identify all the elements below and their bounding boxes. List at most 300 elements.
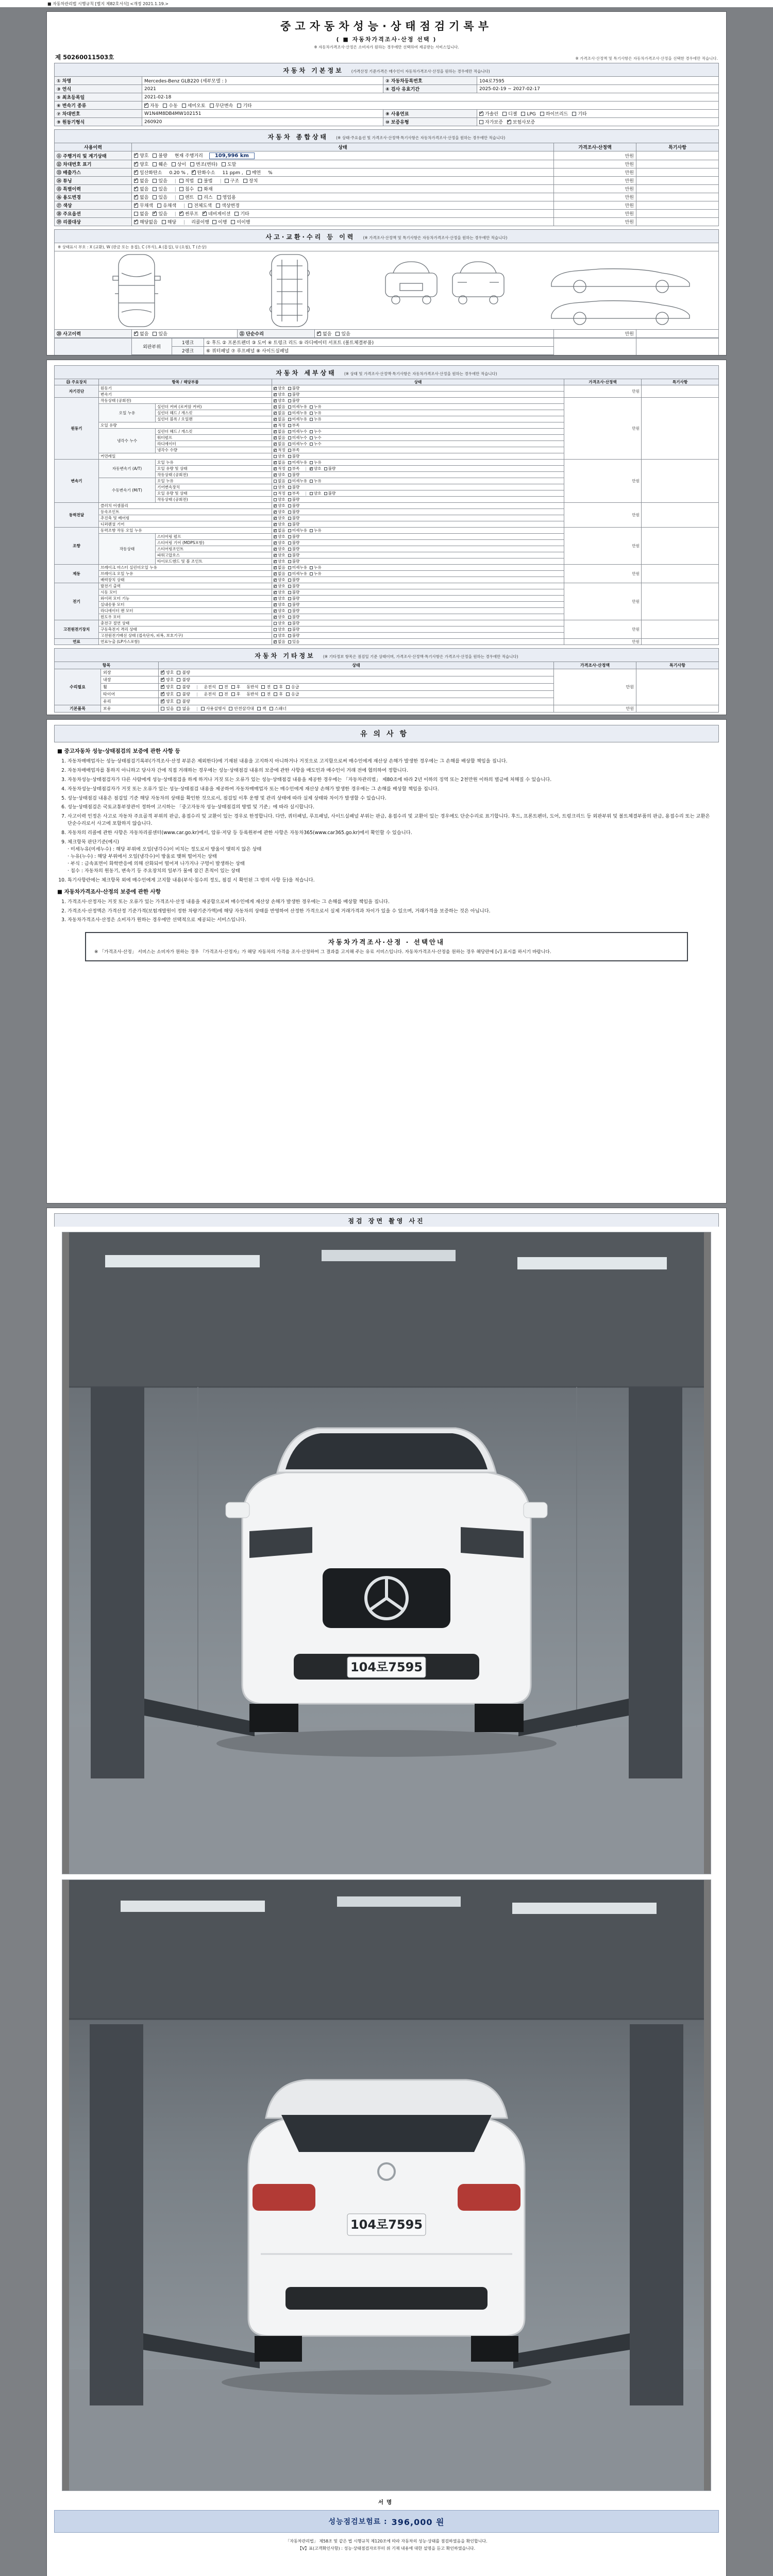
checkbox[interactable] [288, 597, 291, 600]
checkbox[interactable] [288, 455, 291, 458]
checkbox[interactable] [198, 187, 202, 191]
checkbox[interactable] [288, 492, 291, 495]
checkbox[interactable] [274, 634, 277, 637]
checkbox[interactable] [288, 393, 291, 396]
checkbox-label: 없음 [278, 565, 285, 570]
page-2 [46, 360, 727, 715]
checkbox[interactable] [219, 692, 223, 696]
checkbox[interactable] [286, 685, 290, 689]
checkbox[interactable] [237, 104, 241, 108]
table-cell: ㉓ 주요장치 [55, 379, 99, 385]
checkbox[interactable] [243, 179, 247, 183]
checkbox[interactable] [188, 204, 192, 208]
checkbox[interactable] [479, 112, 483, 116]
checkbox[interactable] [310, 418, 313, 421]
checkbox-label: 양호 [313, 491, 322, 496]
checkbox[interactable] [274, 455, 277, 458]
checkbox[interactable] [161, 707, 164, 710]
checkbox[interactable] [134, 332, 138, 336]
checkbox[interactable] [134, 212, 138, 216]
checkbox-option [310, 416, 324, 422]
checkbox[interactable] [288, 430, 291, 433]
checkbox[interactable] [502, 112, 507, 116]
checkbox-label: 양호 [278, 472, 285, 477]
checkbox[interactable] [274, 467, 277, 470]
checkbox[interactable] [310, 566, 313, 569]
car-diagram-front-rear [380, 252, 509, 329]
checkbox[interactable] [270, 707, 273, 710]
etc-row [55, 705, 719, 713]
checkbox[interactable] [274, 412, 277, 415]
checkbox[interactable] [153, 162, 157, 166]
checkbox[interactable] [212, 220, 216, 224]
checkbox[interactable] [177, 700, 180, 703]
overall-row [55, 218, 719, 226]
basic-row [55, 93, 719, 101]
checkbox-option [216, 202, 244, 209]
checkbox[interactable] [288, 548, 291, 551]
checkbox-label: 구조 [230, 179, 240, 184]
table-cell [272, 429, 564, 435]
checkbox[interactable] [274, 387, 277, 390]
table-cell: ⑤ 최초등록일 [55, 93, 142, 101]
checkbox[interactable] [161, 671, 164, 674]
checkbox[interactable] [274, 480, 277, 483]
checkbox[interactable] [201, 707, 205, 710]
checkbox[interactable] [274, 535, 277, 538]
checkbox[interactable] [274, 498, 277, 501]
checkbox[interactable] [229, 707, 232, 710]
checkbox[interactable] [288, 591, 291, 594]
checkbox-label: 없음 [140, 212, 149, 217]
checkbox-label: 미세누유 [292, 411, 308, 415]
checkbox-label: 불량 [292, 485, 300, 489]
checkbox[interactable] [288, 473, 291, 477]
checkbox[interactable] [274, 585, 277, 588]
checkbox[interactable] [274, 511, 277, 514]
checkbox[interactable] [288, 405, 291, 409]
notice-item: 2. 가격조사·산정액은 가격산정 기준가격(보험개발원이 정한 차량기준가액)에 해당 자동차의 상태를 반영하여 산정한 가격으로서 실제 거래가격과 차이가 있을 수 있으며, 거래가격을 보증하는 것은 아닙니다. [68, 908, 716, 915]
checkbox-label: 양호 [278, 497, 285, 502]
separator: | [220, 179, 222, 184]
checkbox-label: 있음 [341, 332, 350, 337]
checkbox-option [274, 410, 288, 416]
checkbox-label: 적정 [278, 466, 285, 471]
checkbox-label: 해당 [167, 220, 177, 225]
checkbox[interactable] [161, 685, 164, 689]
car-diagram-exterior-top [75, 252, 198, 329]
checkbox[interactable] [310, 492, 313, 495]
checkbox[interactable] [288, 609, 291, 613]
checkbox[interactable] [288, 566, 291, 569]
checkbox[interactable] [161, 700, 164, 703]
checkbox[interactable] [274, 541, 277, 545]
checkbox[interactable] [179, 179, 183, 183]
checkbox[interactable] [288, 579, 291, 582]
checkbox[interactable] [162, 220, 166, 224]
table-cell [642, 583, 719, 620]
checkbox[interactable] [177, 685, 180, 689]
checkbox[interactable] [161, 692, 164, 696]
checkbox-label: 불량 [292, 633, 300, 638]
checkbox[interactable] [310, 461, 313, 464]
checkbox-option [231, 218, 254, 225]
checkbox-label: 양호 [140, 154, 149, 159]
checkbox-label: 썬루프 [184, 212, 198, 217]
table-cell: 충전구 절연 상태 [99, 620, 272, 626]
checkbox[interactable] [234, 212, 239, 216]
checkbox[interactable] [274, 473, 277, 477]
checkbox[interactable] [274, 449, 277, 452]
checkbox[interactable] [288, 628, 291, 631]
checkbox-option [274, 546, 288, 552]
checkbox-option [288, 478, 310, 484]
checkbox[interactable] [288, 529, 291, 532]
checkbox[interactable] [274, 393, 277, 396]
table-cell: ⑯ 용도변경 [55, 193, 132, 201]
detail-row [55, 620, 719, 626]
checkbox-label: 없음 [278, 404, 285, 409]
checkbox[interactable] [231, 685, 235, 689]
checkbox[interactable] [274, 504, 277, 507]
table-cell: 보유 [101, 705, 159, 713]
checkbox[interactable] [134, 171, 138, 175]
checkbox[interactable] [274, 591, 277, 594]
checkbox[interactable] [274, 529, 277, 532]
checkbox[interactable] [274, 443, 277, 446]
table-cell [272, 558, 564, 565]
checkbox[interactable] [288, 603, 291, 606]
checkbox-option [274, 620, 288, 626]
checkbox-label: 없음 [278, 442, 285, 446]
checkbox[interactable] [198, 195, 202, 199]
table-cell: 연료누출 (LP가스포함) [99, 639, 272, 645]
table-cell: 기본품목 [55, 705, 101, 713]
table-cell: 만원 [554, 201, 636, 210]
table-cell [642, 565, 719, 583]
checkbox[interactable] [288, 554, 291, 557]
table-cell: 가격조사·산정액 [554, 662, 636, 669]
document-right-note: ※ 가격조사·산정액 및 특기사항은 자동차가격조사·산정을 선택한 경우에만 적습니다. [575, 56, 718, 61]
table-cell [315, 330, 554, 338]
checkbox-option [479, 110, 502, 117]
checkbox-label: 후 [279, 692, 283, 697]
checkbox[interactable] [216, 204, 220, 208]
table-cell: 만원 [554, 330, 636, 338]
checkbox[interactable] [572, 112, 576, 116]
checkbox[interactable] [310, 480, 313, 483]
checkbox[interactable] [179, 195, 183, 199]
checkbox-label: 불량 [292, 553, 300, 557]
checkbox[interactable] [310, 443, 313, 446]
checkbox[interactable] [288, 523, 291, 526]
checkbox[interactable] [288, 480, 291, 483]
checkbox[interactable] [177, 678, 180, 682]
checkbox[interactable] [134, 154, 138, 158]
checkbox[interactable] [217, 195, 221, 199]
checkbox[interactable] [261, 692, 265, 696]
checkbox[interactable] [153, 332, 157, 336]
checkbox[interactable] [310, 405, 313, 409]
checkbox-label: 불량 [292, 621, 300, 625]
checkbox[interactable] [288, 387, 291, 390]
checkbox-option [261, 684, 274, 690]
checkbox[interactable] [179, 212, 183, 216]
checkbox[interactable] [203, 212, 207, 216]
separator: | [174, 179, 176, 184]
checkbox-option [288, 466, 303, 471]
checkbox-option [310, 466, 324, 471]
checkbox[interactable] [274, 566, 277, 569]
checkbox[interactable] [288, 461, 291, 464]
checkbox[interactable] [225, 179, 229, 183]
checkbox[interactable] [288, 535, 291, 538]
checkbox-label: 전 [266, 692, 271, 697]
checkbox-option [172, 161, 190, 167]
accident-history-row [55, 330, 719, 338]
select-box-body: ※ 「가격조사·산정」 서비스는 소비자가 원하는 경우 『가격조사·산정자』가 해당 자동차의 가격을 조사·산정하여 그 결과를 고지해 주는 유료 서비스입니다. 자동차가격조사·산정을 원하는 경우 해당란에 [√] 표시를 하시기 바랍니다. [94, 950, 551, 955]
checkbox-label: 해당없음 [140, 220, 158, 225]
footer-notes [54, 2538, 719, 2552]
checkbox[interactable] [288, 572, 291, 575]
checkbox-label: 불량 [292, 590, 300, 595]
checkbox[interactable] [288, 504, 291, 507]
checkbox[interactable] [134, 220, 138, 224]
checkbox-label: 매연 [251, 171, 261, 176]
checkbox-label: 누유 [314, 411, 322, 415]
checkbox[interactable] [274, 597, 277, 600]
footer-line-2: 【V】표(고객확인사항) : 성능·상태점검자로부터 위 기재 내용에 대한 설명을 듣고 확인하였습니다. [297, 2546, 476, 2551]
checkbox[interactable] [274, 436, 277, 439]
checkbox[interactable] [231, 692, 235, 696]
checkbox[interactable] [179, 187, 183, 191]
checkbox[interactable] [317, 332, 321, 336]
checkbox-option [134, 152, 153, 159]
checkbox[interactable] [177, 692, 180, 696]
checkbox[interactable] [274, 523, 277, 526]
checkbox-option [177, 670, 193, 675]
table-cell: 냉각수 누수 [99, 429, 156, 453]
checkbox[interactable] [134, 187, 138, 191]
checkbox-option [274, 515, 288, 521]
checkbox-option [288, 460, 310, 465]
text-segment: 11 ppm , [222, 171, 243, 176]
checkbox[interactable] [288, 517, 291, 520]
car-diagrams [54, 251, 719, 329]
separator: | [196, 685, 198, 689]
checkbox[interactable] [288, 511, 291, 514]
checkbox[interactable] [288, 467, 291, 470]
checkbox-option [274, 684, 286, 690]
insurance-fee-label: 성능점검보험료 : [328, 2518, 388, 2526]
inspection-photo-rear-image [62, 1880, 711, 2490]
checkbox[interactable] [324, 467, 327, 470]
checkbox[interactable] [274, 399, 277, 402]
table-cell: 만원 [554, 185, 636, 193]
checkbox[interactable] [190, 162, 194, 166]
checkbox[interactable] [274, 572, 277, 575]
table-cell [132, 160, 554, 168]
table-cell [272, 540, 564, 546]
checkbox[interactable] [219, 685, 223, 689]
checkbox[interactable] [153, 179, 157, 183]
checkbox-option [274, 626, 288, 632]
checkbox[interactable] [134, 195, 138, 199]
table-cell: ⑩ 보증유형 [383, 118, 477, 126]
checkbox[interactable] [257, 707, 261, 710]
checkbox[interactable] [222, 162, 226, 166]
checkbox-label: 없음 [278, 639, 285, 644]
checkbox[interactable] [198, 179, 202, 183]
table-cell: 발전기 출력 [99, 583, 272, 589]
checkbox-option [274, 558, 288, 564]
checkbox[interactable] [177, 671, 180, 674]
checkbox[interactable] [274, 461, 277, 464]
checkbox[interactable] [274, 685, 277, 689]
checkbox-option [182, 102, 210, 109]
section-detail-header [54, 365, 719, 379]
checkbox[interactable] [288, 412, 291, 415]
checkbox[interactable] [261, 685, 265, 689]
checkbox-label: 불량 [292, 522, 300, 527]
checkbox-label: 불량 [158, 154, 167, 159]
checkbox-option [179, 177, 198, 184]
checkbox[interactable] [288, 443, 291, 446]
checkbox-label: 누유 [314, 528, 322, 533]
checkbox[interactable] [153, 195, 157, 199]
table-cell [272, 546, 564, 552]
checkbox[interactable] [246, 171, 250, 175]
checkbox-label: 화재 [204, 187, 213, 192]
checkbox-label: 응급 [291, 692, 299, 697]
checkbox[interactable] [144, 104, 148, 108]
checkbox[interactable] [288, 436, 291, 439]
table-cell: 내장 [101, 676, 159, 684]
checkbox-label: 없음 [278, 528, 285, 533]
checkbox[interactable] [274, 548, 277, 551]
checkbox[interactable] [540, 112, 544, 116]
checkbox[interactable] [274, 554, 277, 557]
table-cell: 수리필요 [55, 669, 101, 705]
checkbox[interactable] [274, 418, 277, 421]
checkbox[interactable] [153, 154, 157, 158]
checkbox-label: 양호 [166, 677, 174, 682]
table-cell: 동력전달 [55, 503, 99, 528]
checkbox-option [210, 102, 238, 109]
checkbox[interactable] [134, 204, 138, 208]
table-cell [642, 385, 719, 398]
checkbox-option [222, 161, 240, 167]
table-cell: 특기사항 [636, 662, 719, 669]
table-cell: 동력조향 작동 오일 누유 [99, 528, 272, 534]
checkbox[interactable] [274, 640, 277, 643]
checkbox[interactable] [310, 430, 313, 433]
checkbox[interactable] [479, 120, 483, 124]
table-cell [272, 410, 564, 416]
checkbox[interactable] [182, 104, 186, 108]
checkbox[interactable] [335, 332, 340, 336]
checkbox[interactable] [153, 187, 157, 191]
checkbox-label: 불량 [292, 547, 300, 551]
checkbox-option [288, 602, 303, 607]
checkbox[interactable] [210, 104, 214, 108]
checkbox[interactable] [310, 572, 313, 575]
table-cell [159, 705, 554, 713]
checkbox[interactable] [172, 162, 176, 166]
checkbox[interactable] [310, 529, 313, 532]
checkbox[interactable] [274, 405, 277, 409]
checkbox[interactable] [288, 640, 291, 643]
checkbox[interactable] [288, 449, 291, 452]
checkbox-label: 불량 [182, 670, 190, 675]
checkbox[interactable] [288, 399, 291, 402]
checkbox-option [274, 472, 288, 478]
table-cell [132, 193, 554, 201]
checkbox-option [288, 583, 303, 589]
checkbox[interactable] [274, 430, 277, 433]
checkbox[interactable] [274, 424, 277, 427]
checkbox[interactable] [286, 692, 290, 696]
checkbox[interactable] [177, 707, 180, 710]
checkbox[interactable] [310, 412, 313, 415]
checkbox[interactable] [274, 517, 277, 520]
checkbox[interactable] [157, 204, 161, 208]
checkbox[interactable] [274, 628, 277, 631]
checkbox[interactable] [288, 498, 291, 501]
checkbox[interactable] [521, 112, 525, 116]
checkbox[interactable] [274, 560, 277, 563]
checkbox-label: 양호 [278, 540, 285, 545]
checkbox[interactable] [288, 560, 291, 563]
checkbox[interactable] [163, 104, 167, 108]
checkbox[interactable] [507, 120, 511, 124]
checkbox[interactable] [288, 585, 291, 588]
checkbox[interactable] [274, 622, 277, 625]
checkbox-option [288, 608, 303, 614]
table-cell [272, 633, 564, 639]
checkbox[interactable] [134, 162, 138, 166]
checkbox[interactable] [134, 179, 138, 183]
checkbox[interactable] [310, 467, 313, 470]
checkbox[interactable] [274, 609, 277, 613]
table-cell: 260920 [142, 118, 383, 126]
checkbox[interactable] [324, 492, 327, 495]
checkbox[interactable] [288, 424, 291, 427]
checkbox[interactable] [274, 692, 277, 696]
checkbox-option [288, 447, 303, 453]
checkbox[interactable] [288, 634, 291, 637]
checkbox[interactable] [161, 678, 164, 682]
checkbox-option [310, 460, 324, 465]
checkbox[interactable] [288, 622, 291, 625]
checkbox[interactable] [274, 579, 277, 582]
checkbox[interactable] [274, 486, 277, 489]
checkbox[interactable] [192, 171, 196, 175]
checkbox-label: 응급 [291, 685, 299, 689]
checkbox[interactable] [274, 603, 277, 606]
table-cell [272, 497, 564, 503]
checkbox-label: 불량 [182, 685, 190, 689]
checkbox[interactable] [231, 220, 235, 224]
checkbox[interactable] [288, 616, 291, 619]
checkbox[interactable] [274, 616, 277, 619]
checkbox[interactable] [288, 541, 291, 545]
checkbox[interactable] [274, 492, 277, 495]
checkbox[interactable] [288, 486, 291, 489]
checkbox[interactable] [310, 436, 313, 439]
checkbox[interactable] [288, 418, 291, 421]
checkbox[interactable] [153, 212, 157, 216]
